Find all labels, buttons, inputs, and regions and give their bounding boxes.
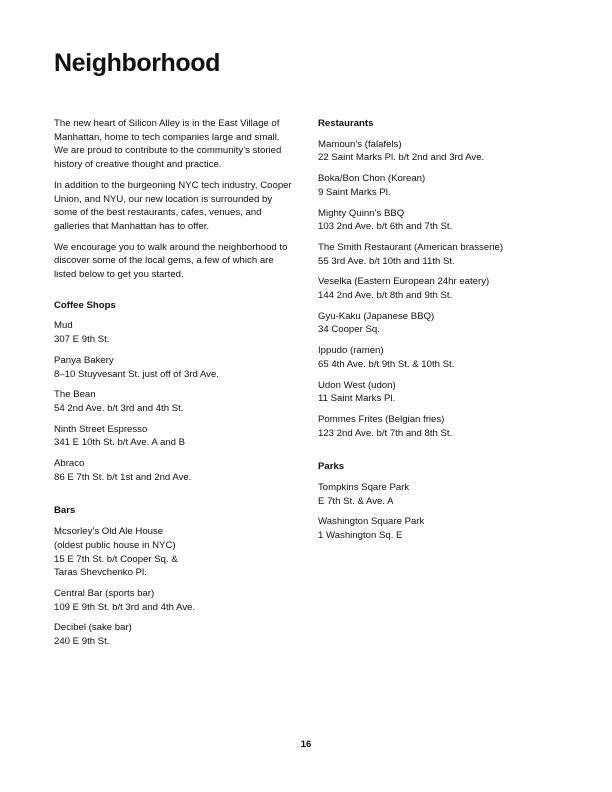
parks-heading: Parks bbox=[318, 461, 345, 473]
entry-address: 8–10 Stuyvesant St. just off of 3rd Ave. bbox=[54, 368, 219, 380]
entry-address: 22 Saint Marks Pl. b/t 2nd and 3rd Ave. bbox=[318, 152, 485, 164]
restaurant-entry bbox=[318, 241, 558, 268]
entry-address: 307 E 9th St. bbox=[54, 334, 110, 346]
restaurant-entry bbox=[318, 310, 558, 337]
entry-name: Mcsorley’s Old Ale House (oldest public house in NYC) bbox=[54, 526, 176, 551]
restaurant-entry bbox=[318, 379, 558, 406]
entry-address: 86 E 7th St. b/t 1st and 2nd Ave. bbox=[54, 471, 192, 483]
coffee-shop-entry bbox=[54, 388, 294, 415]
park-entry bbox=[318, 515, 558, 542]
entry-address: 103 2nd Ave. b/t 6th and 7th St. bbox=[318, 221, 453, 233]
entry-address: 9 Saint Marks Pl. bbox=[318, 186, 391, 198]
bars-heading: Bars bbox=[54, 505, 76, 517]
bar-entry bbox=[54, 621, 294, 648]
entry-address: 109 E 9th St. b/t 3rd and 4th Ave. bbox=[54, 601, 196, 613]
bar-entry bbox=[54, 587, 294, 614]
entry-name: Mighty Quinn’s BBQ bbox=[318, 207, 405, 219]
entry-name: Mamoun’s (falafels) bbox=[318, 138, 402, 150]
park-entry bbox=[318, 481, 558, 508]
bar-entry bbox=[54, 525, 294, 580]
entry-address: 34 Cooper Sq. bbox=[318, 324, 380, 336]
coffee-shop-entry bbox=[54, 423, 294, 450]
page-title: Neighborhood bbox=[54, 49, 221, 77]
coffee-shop-entry bbox=[54, 354, 294, 381]
restaurant-entry bbox=[318, 172, 558, 199]
coffee-shops-heading: Coffee Shops bbox=[54, 299, 116, 311]
restaurants-heading: Restaurants bbox=[318, 118, 374, 129]
entry-address: 11 Saint Marks Pl. bbox=[318, 393, 396, 405]
entry-address: 15 E 7th St. b/t Cooper Sq. & Taras Shevchenko Pl. bbox=[54, 553, 178, 579]
entry-address: 1 Washington Sq. E bbox=[318, 530, 403, 542]
entry-address: 55 3rd Ave. b/t 10th and 11th St. bbox=[318, 255, 455, 267]
left-column bbox=[54, 117, 294, 656]
intro-paragraph: The new heart of Silicon Alley is in the East Village of Manhattan, home to tech companies large and small. We are proud to contribute to the community’s storied history of creative thought and practice. bbox=[54, 118, 282, 171]
entry-address: 240 E 9th St. bbox=[54, 636, 110, 648]
entry-name: Tompkins Sqare Park bbox=[318, 482, 410, 494]
entry-name: Udon West (udon) bbox=[318, 379, 396, 391]
entry-name: Ippudo (ramen) bbox=[318, 345, 384, 357]
entry-name: Pommes Frites (Belgian fries) bbox=[318, 413, 445, 425]
entry-name: Central Bar (sports bar) bbox=[54, 587, 155, 599]
entry-name: Ninth Street Espresso bbox=[54, 423, 148, 435]
entry-name: Mud bbox=[54, 320, 73, 332]
entry-name: Panya Bakery bbox=[54, 354, 114, 366]
restaurant-entry bbox=[318, 138, 558, 165]
entry-name: Boka/Bon Chon (Korean) bbox=[318, 173, 426, 185]
entry-address: 341 E 10th St. b/t Ave. A and B bbox=[54, 437, 186, 449]
right-column bbox=[318, 117, 558, 550]
entry-address: 54 2nd Ave. b/t 3rd and 4th St. bbox=[54, 402, 184, 414]
coffee-shop-entry bbox=[54, 457, 294, 484]
restaurant-entry bbox=[318, 275, 558, 302]
entry-name: The Smith Restaurant (American brasserie) bbox=[318, 241, 504, 253]
entry-name: Decibel (sake bar) bbox=[54, 622, 132, 634]
entry-name: Veselka (Eastern European 24hr eatery) bbox=[318, 276, 490, 288]
entry-name: The Bean bbox=[54, 389, 96, 401]
intro-paragraph: In addition to the burgeoning NYC tech industry, Cooper Union, and NYU, our new location is surrounded by some of the best restaurants, cafes, venues, and galleries that Manhattan has to offer. bbox=[54, 179, 292, 232]
entry-name: Abraco bbox=[54, 458, 85, 470]
restaurant-entry bbox=[318, 344, 558, 371]
intro-paragraph: We encourage you to walk around the neighborhood to discover some of the local gems, a few of which are listed below to get you started. bbox=[54, 241, 288, 281]
entry-address: E 7th St. & Ave. A bbox=[318, 495, 394, 507]
restaurant-entry bbox=[318, 207, 558, 234]
entry-address: 144 2nd Ave. b/t 8th and 9th St. bbox=[318, 290, 453, 302]
entry-address: 123 2nd Ave. b/t 7th and 8th St. bbox=[318, 427, 453, 439]
restaurant-entry bbox=[318, 413, 558, 440]
page-number: 16 bbox=[300, 739, 312, 750]
entry-name: Washington Square Park bbox=[318, 516, 425, 528]
coffee-shop-entry bbox=[54, 319, 294, 346]
entry-name: Gyu-Kaku (Japanese BBQ) bbox=[318, 310, 435, 322]
entry-address: 65 4th Ave. b/t 9th St. & 10th St. bbox=[318, 358, 455, 370]
